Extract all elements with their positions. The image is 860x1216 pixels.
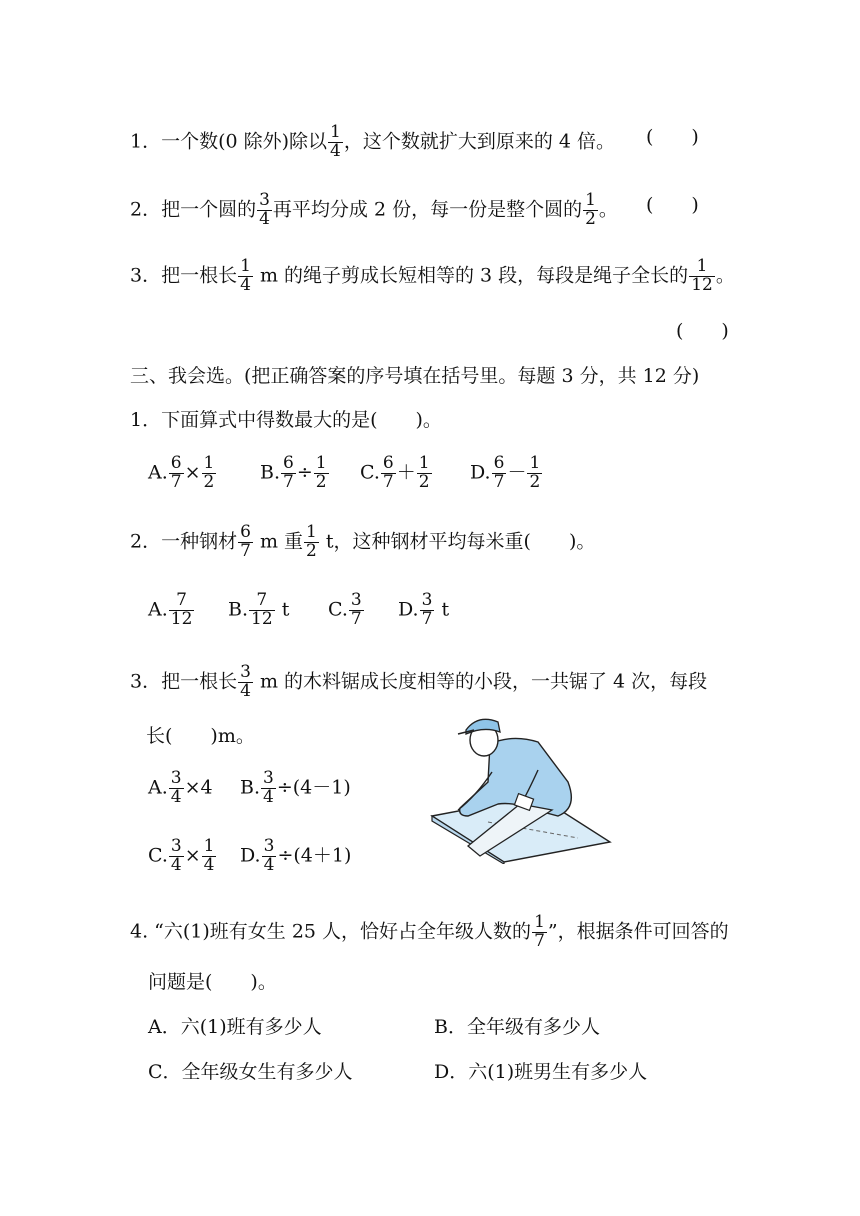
fraction: $\frac{1}{4}$ <box>203 836 215 875</box>
mc-q1-option-c[interactable]: C. $\frac{6}{7}$ ＋ $\frac{1}{2}$ <box>360 453 430 492</box>
fraction: $\frac{3}{4}$ <box>240 662 251 701</box>
mc-q1-option-d[interactable]: D. $\frac{6}{7}$ － $\frac{1}{2}$ <box>470 453 541 492</box>
fraction: $\frac{1}{2}$ <box>418 453 430 492</box>
mc-q2-option-a[interactable]: A. $\frac{7}{12}$ <box>148 590 193 629</box>
fraction: $\frac{1}{2}$ <box>203 453 215 492</box>
fraction: $\frac{1}{7}$ <box>534 912 545 951</box>
fraction: $\frac{1}{2}$ <box>585 190 596 229</box>
mc-q3-stem: 3．把一根长 $\frac{3}{4}$ m 的木料锯成长度相等的小段，一共锯了 4 次，每段 <box>130 662 708 701</box>
mc-q2-stem: 2．一种钢材 $\frac{6}{7}$ m 重 $\frac{1}{2}$ t，这种钢材平均每米重( )。 <box>130 522 596 561</box>
fraction: $\frac{3}{4}$ <box>170 836 182 875</box>
section-title: 三、我会选。(把正确答案的序号填在括号里。每题 3 分，共 12 分) <box>130 365 700 387</box>
fraction: $\frac{1}{2}$ <box>315 453 327 492</box>
mc-q3-option-a[interactable]: A. $\frac{3}{4}$ ×4 <box>148 768 213 807</box>
mc-q2-option-d[interactable]: D. $\frac{3}{7}$ t <box>398 590 450 629</box>
man-sawing-wood-icon <box>428 712 612 864</box>
fraction: $\frac{1}{2}$ <box>306 522 317 561</box>
fraction: $\frac{6}{7}$ <box>240 522 251 561</box>
mc-q2-option-b[interactable]: B. $\frac{7}{12}$ t <box>228 590 290 629</box>
judge-q3: 3．把一根长 $\frac{1}{4}$ m 的绳子剪成长短相等的 3 段，每段是绳子全长的 $\frac{1}{12}$ 。 <box>130 256 735 295</box>
answer-blank[interactable]: ( ) <box>646 194 699 216</box>
answer-blank[interactable]: ( ) <box>676 320 729 342</box>
fraction: $\frac{1}{2}$ <box>529 453 541 492</box>
fraction: $\frac{3}{4}$ <box>170 768 182 807</box>
fraction: $\frac{3}{7}$ <box>350 590 362 629</box>
fraction: $\frac{6}{7}$ <box>170 453 182 492</box>
fraction: $\frac{3}{7}$ <box>421 590 433 629</box>
fraction: $\frac{1}{4}$ <box>330 122 341 161</box>
mc-q4-option-a[interactable]: A．六(1)班有多少人 <box>148 1016 322 1038</box>
fraction: $\frac{3}{4}$ <box>263 768 274 807</box>
judge-q2: 2．把一个圆的 $\frac{3}{4}$ 再平均分成 2 份，每一份是整个圆的 $\frac{1}{2}$ 。 <box>130 190 618 229</box>
mc-q4-option-c[interactable]: C．全年级女生有多少人 <box>148 1061 353 1083</box>
mc-q4-option-b[interactable]: B．全年级有多少人 <box>434 1016 600 1038</box>
mc-q1-option-a[interactable]: A. $\frac{6}{7}$ × $\frac{1}{2}$ <box>148 453 215 492</box>
mc-q3-option-b[interactable]: B. $\frac{3}{4}$ ÷(4－1) <box>240 768 351 807</box>
fraction: $\frac{3}{4}$ <box>263 836 275 875</box>
mc-q3-option-c[interactable]: C. $\frac{3}{4}$ × $\frac{1}{4}$ <box>148 836 215 875</box>
mc-q1-stem: 1．下面算式中得数最大的是( )。 <box>130 409 442 431</box>
fraction: $\frac{6}{7}$ <box>382 453 394 492</box>
fraction: $\frac{6}{7}$ <box>283 453 294 492</box>
fraction: $\frac{1}{4}$ <box>240 256 251 295</box>
mc-q3-stem-line2: 长( )m。 <box>146 725 255 747</box>
fraction: $\frac{7}{12}$ <box>170 590 193 629</box>
mc-q4-stem: 4. “六(1)班有女生 25 人，恰好占全年级人数的 $\frac{1}{7}$ ”，根据条件可回答的 <box>130 912 729 951</box>
fraction: $\frac{3}{4}$ <box>259 190 270 229</box>
mc-q4-option-d[interactable]: D．六(1)班男生有多少人 <box>434 1061 648 1083</box>
mc-q2-option-c[interactable]: C. $\frac{3}{7}$ <box>328 590 362 629</box>
fraction: $\frac{7}{12}$ <box>251 590 273 629</box>
mc-q3-option-d[interactable]: D. $\frac{3}{4}$ ÷(4＋1) <box>240 836 352 875</box>
answer-blank[interactable]: ( ) <box>646 126 699 148</box>
judge-q1: 1．一个数(0 除外)除以 $\frac{1}{4}$ ，这个数就扩大到原来的 4 倍。 <box>130 122 616 161</box>
fraction: $\frac{1}{12}$ <box>691 256 713 295</box>
mc-q4-stem-line2: 问题是( )。 <box>148 971 277 993</box>
mc-q1-option-b[interactable]: B. $\frac{6}{7}$ ÷ $\frac{1}{2}$ <box>260 453 327 492</box>
fraction: $\frac{6}{7}$ <box>493 453 505 492</box>
